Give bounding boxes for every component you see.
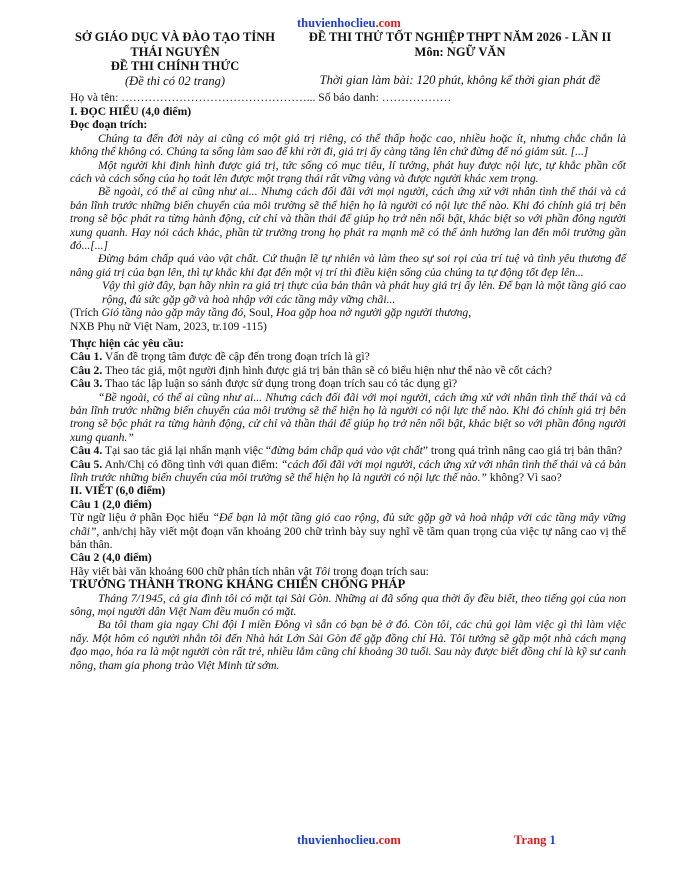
passage-paragraph-5: Vậy thì giờ đây, bạn hãy nhìn ra giá trị thực của bản thân và phát huy giá trị ấy lên. Để bạn là một tầng gió cao rộng, đủ sức gặp gỡ và hoà nhập với các tầng mây vững chãi... — [102, 279, 626, 306]
story-paragraph-1: Tháng 7/1945, cả gia đình tôi có mặt tại Sài Gòn. Những ai đã sống qua thời ấy đều biết, theo tiếng gọi của non sông, mọi người dân Việt Nam đều muốn có mặt. — [70, 591, 626, 619]
question-3: Câu 3. Thao tác lập luận so sánh được sử dụng trong đoạn trích sau có tác dụng gì? — [70, 377, 458, 391]
official-label: ĐỀ THI CHÍNH THỨC — [110, 59, 240, 73]
writing-q2-title: Câu 2 (4,0 điểm) — [70, 551, 152, 565]
brand-watermark-bottom[interactable]: thuvienhoclieu.com — [297, 833, 401, 847]
issuer-line2: THÁI NGUYÊN — [130, 44, 220, 59]
section1-title: I. ĐỌC HIỂU (4,0 điểm) — [70, 105, 192, 118]
question-1: Câu 1. Vấn đề trọng tâm được đề cập đến trong đoạn trích là gì? — [70, 350, 370, 364]
tasks-label: Thực hiện các yêu cầu: — [70, 336, 184, 350]
exam-title: ĐỀ THI THỬ TỐT NGHIỆP THPT NĂM 2026 - LẦN II — [308, 30, 612, 44]
question-5: Câu 5. Anh/Chị có đồng tình với quan điểm: “cách đối đãi với mọi người, cách ứng xử với nhân tình thế thái và cả bản lĩnh trước những biến chuyển của môi trường sẽ thể hiện họ là người có nội lực thế nào.” không? Vì sao? — [70, 457, 627, 484]
reading-label: Đọc đoạn trích: — [70, 118, 148, 132]
section2-title: II. VIẾT (6,0 điểm) — [70, 484, 166, 498]
student-info-line: Họ và tên: …………………………………………... Số báo danh: ……………… — [70, 91, 452, 104]
writing-q2-prompt: Hãy viết bài văn khoảng 600 chữ phân tích nhân vật Tôi trong đoạn trích sau: — [70, 564, 429, 578]
passage-paragraph-3: Bề ngoài, có thể ai cũng như ai... Nhưng cách đối đãi với mọi người, cách ứng xử với nhân tình thế thái và cả bản lĩnh trước những biến chuyển của môi trường sẽ thể hiện họ là người có nội lực thế nào. Khi đó chính giá trị bên trong sẽ bộc phát ra từng hành động, cử chỉ và thần thái để giúp họ trở nên nổi bật, khác biệt so với phần đông người xung quanh. Hay nói cách khác, phần từ trường trong họ phát ra mạnh mẽ có thể ảnh hưởng lan đến môi trường gần đó...[...] — [70, 185, 626, 253]
page-count-note: (Đề thi có 02 trang) — [125, 73, 225, 88]
page-number: Trang 1 — [514, 833, 556, 847]
question-3-quote: “Bề ngoài, có thể ai cũng như ai... Nhưng cách đối đãi với mọi người, cách ứng xử với nhân tình thế thái và cả bản lĩnh trước những biến chuyển của môi trường sẽ thể hiện họ là người có nội lực thế nào. Khi đó chính giá trị bên trong sẽ bộc phát ra từng hành động, cử chỉ và thần thái để giúp họ trở nên nổi bật, khác biệt so với phần đông người xung quanh.” — [70, 390, 626, 444]
citation: (Trích Gió tầng nào gặp mây tầng đó, Soul, Hoa gặp hoa nở người gặp người thương, — [70, 306, 472, 320]
writing-q1-title: Câu 1 (2,0 điểm) — [70, 497, 152, 511]
story-title: TRƯỞNG THÀNH TRONG KHÁNG CHIẾN CHỐNG PHÁP — [70, 577, 406, 592]
issuer-block — [62, 30, 288, 88]
question-4: Câu 4. Tại sao tác giả lại nhấn mạnh việc “đừng bám chấp quá vào vật chất” trong quá trình nâng cao giá trị bản thân? — [70, 444, 623, 458]
subject-label: Môn: NGỮ VĂN — [414, 44, 506, 59]
passage-paragraph-2: Một người khi định hình được giá trị, tức sống có mục tiêu, lí tưởng, phát huy được nội lực, tự khắc phần cốt cách và cách sống của họ toát lên được một trạng thái rất vững vàng và được người khác xem trọng. — [70, 158, 626, 186]
exam-content — [70, 105, 626, 672]
story-paragraph-2: Ba tôi tham gia ngay Chi đội I miền Đông vì sẵn có bạn bè ở đó. Còn tôi, các chủ gọi làm việc gì thì làm việc nấy. Một hôm có người nhắn tôi đến Nhà hát Lớn Sài Gòn để gặp đồng chí Hà. Tôi tưởng sẽ gặp một nhà cách mạng đạo mạo, hóa ra là một người còn rất trẻ, nhiều lắm cũng chỉ khoảng 30 tuổi. Sau này được biết đồng chí là kỹ sư canh nông, tham gia phong trào Việt Minh từ sớm. — [70, 618, 626, 672]
brand-watermark-top[interactable]: thuvienhoclieu.com — [297, 16, 401, 30]
question-2: Câu 2. Theo tác giả, một người định hình được giá trị bản thân sẽ có biểu hiện như thế nào về cốt cách? — [70, 363, 552, 377]
issuer-line1: SỞ GIÁO DỤC VÀ ĐÀO TẠO TỈNH — [74, 30, 276, 44]
passage-paragraph-4: Đừng bám chấp quá vào vật chất. Cứ thuận lẽ tự nhiên và làm theo sự soi rọi của trí tuệ và tình yêu thương để nâng giá trị của bạn lên, thì tự khắc khi đạt đến một vị trí thì điều kiện sống của chúng ta tự động tốt đẹp lên... — [70, 252, 626, 279]
passage-paragraph-1: Chúng ta đến đời này ai cũng có một giá trị riêng, có thể thấp hoặc cao, nhiều hoặc ít, nhưng chắc chắn là không thể không có. Chúng ta sống làm sao để khi rời đi, giá trị ấy càng tăng lên chứ đừng để nó giảm sút. [...] — [70, 131, 626, 159]
exam-title-block — [290, 30, 630, 88]
writing-q1-prompt: Từ ngữ liệu ở phần Đọc hiểu “Để bạn là một tầng gió cao rộng, đủ sức gặp gỡ và hoà nhập với các tầng mây vững chãi”, anh/chị hãy viết một đoạn văn khoảng 200 chữ trình bày suy nghĩ về tầm quan trọng của việc tự nâng cao vị thế bản thân. — [70, 511, 626, 551]
time-note: Thời gian làm bài: 120 phút, không kể thời gian phát đề — [319, 73, 601, 87]
citation-line2: NXB Phụ nữ Việt Nam, 2023, tr.109 -115) — [70, 319, 267, 333]
